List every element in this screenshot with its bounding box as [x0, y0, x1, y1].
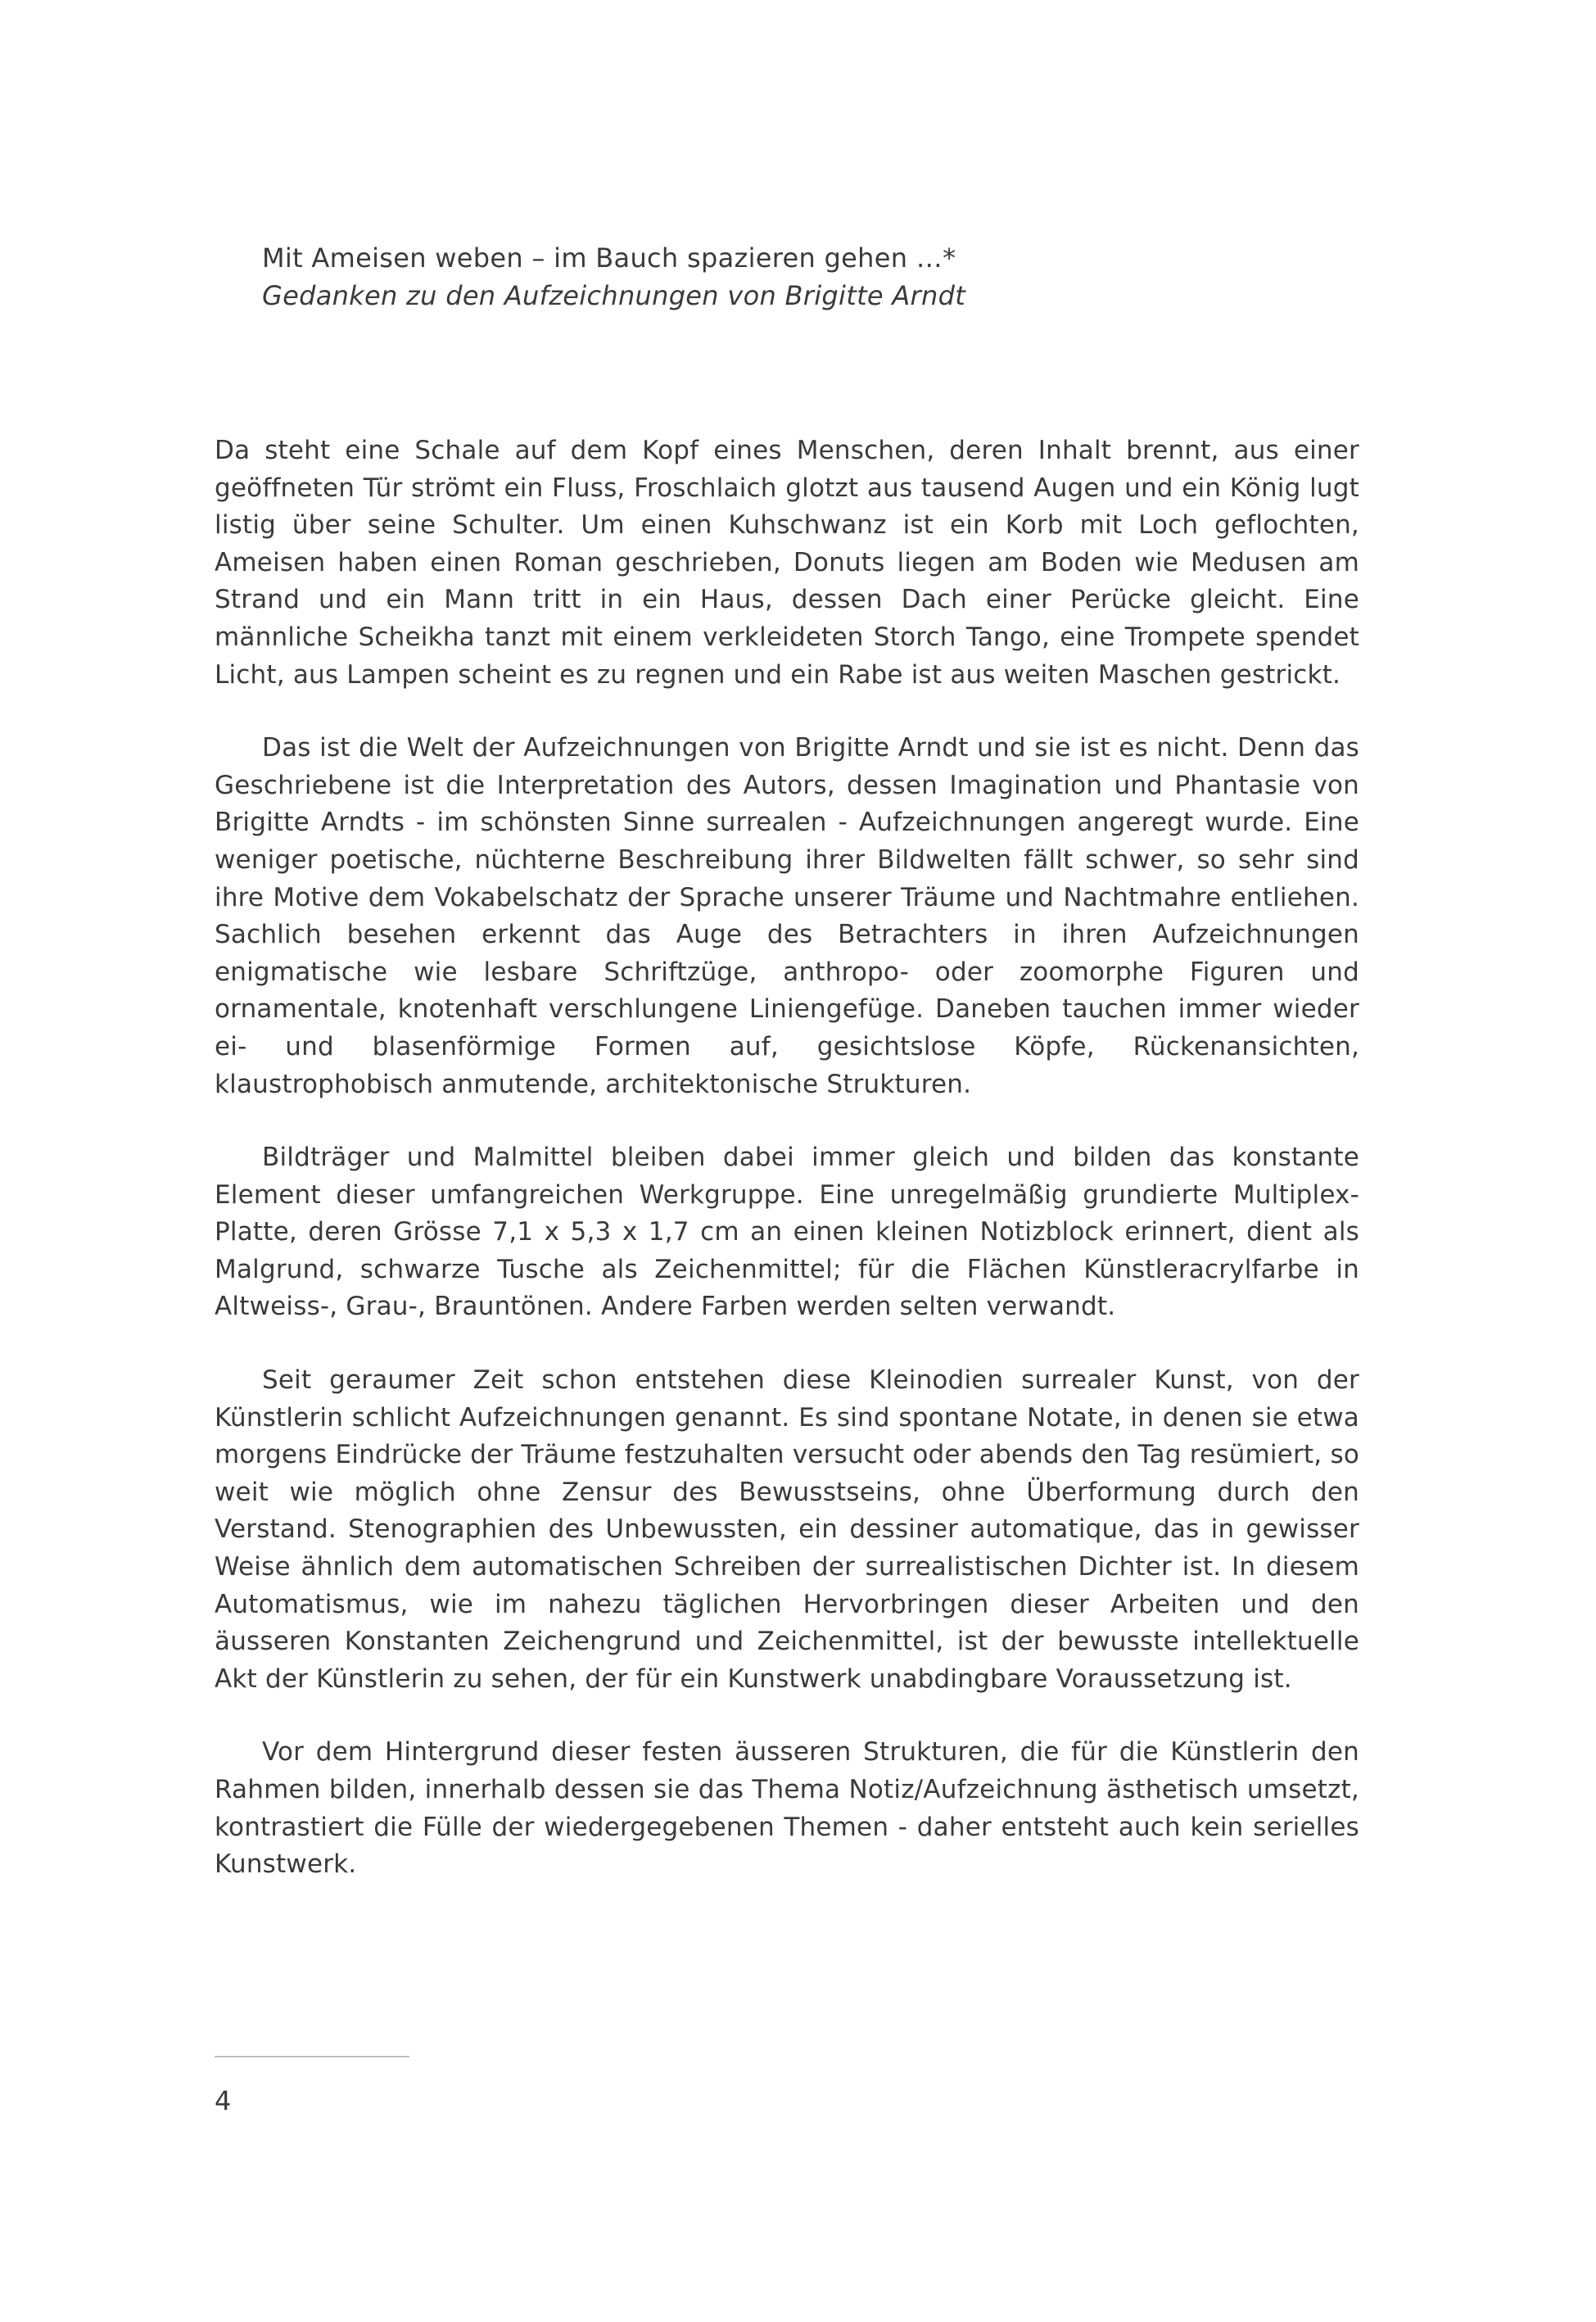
paragraph-4: Seit geraumer Zeit schon entstehen diese Kleinodien surrealer Kunst, von der Künstlerin schlicht Aufzeichnungen genannt. Es sind spontane Notate, in denen sie etwa morgens Eindrücke der Träume festzuhalten versucht oder abends den Tag resümiert, so weit wie möglich ohne Zensur des Bewusstseins, ohne Überformung durch den Verstand. Stenographien des Unbewussten, ein dessiner automatique, das in gewisser Weise ähnlich dem automatischen Schreiben der surrealistischen Dichter ist. In diesem Automatismus, wie im nahezu täglichen Hervorbringen dieser Arbeiten und den äusseren Konstanten Zeichengrund und Zeichenmittel, ist der bewusste intellektuelle Akt der Künstlerin zu sehen, der für ein Kunstwerk unabdingbare Voraussetzung ist.: [215, 1365, 1359, 1694]
footnote-divider: [215, 2056, 409, 2057]
paragraph-2: Das ist die Welt der Aufzeichnungen von Brigitte Arndt und sie ist es nicht. Denn das Geschriebene ist die Interpretation des Autors, dessen Imagination und Phantasie von Brigitte Arndts - im schönsten Sinne surrealen - Aufzeichnungen angeregt wurde. Eine weniger poetische, nüchterne Beschreibung ihrer Bildwelten fällt schwer, so sehr sind ihre Motive dem Vokabelschatz der Sprache unserer Träume und Nachtmahre entliehen. Sachlich besehen erkennt das Auge des Betrachters in ihren Aufzeichnungen enigmatische wie lesbare Schriftzüge, anthropo- oder zoomorphe Figuren und ornamentale, knotenhaft verschlungene Liniengefüge. Daneben tauchen immer wieder ei- und blasenförmige Formen auf, gesichtslose Köpfe, Rückenansichten, klaustrophobisch anmutende, architektonische Strukturen.: [215, 733, 1359, 1099]
paragraph-3: Bildträger und Malmittel bleiben dabei immer gleich und bilden das konstante Element dieser umfangreichen Werkgruppe. Eine unregelmäßig grundierte Multiplex-Platte, deren Grösse 7,1 x 5,3 x 1,7 cm an einen kleinen Notizblock erinnert, dient als Malgrund, schwarze Tusche als Zeichenmittel; für die Flächen Künstleracrylfarbe in Altweiss-, Grau-, Brauntönen. Andere Farben werden selten verwandt.: [215, 1143, 1359, 1322]
essay-title: Mit Ameisen weben – im Bauch spazieren gehen …*: [262, 242, 956, 274]
essay-body: [215, 432, 1359, 1920]
paragraph-1: Da steht eine Schale auf dem Kopf eines Menschen, deren Inhalt brennt, aus einer geöffneten Tür strömt ein Fluss, Froschlaich glotzt aus tausend Augen und ein König lugt listig über seine Schulter. Um einen Kuhschwanz ist ein Korb mit Loch geflochten, Ameisen haben einen Roman geschrieben, Donuts liegen am Boden wie Medusen am Strand und ein Mann tritt in ein Haus, dessen Dach einer Perücke gleicht. Eine männliche Scheikha tanzt mit einem verkleideten Storch Tango, eine Trompete spendet Licht, aus Lampen scheint es zu regnen und ein Rabe ist aus weiten Maschen gestrickt.: [215, 436, 1359, 690]
paragraph-5: Vor dem Hintergrund dieser festen äusseren Strukturen, die für die Künstlerin den Rahmen bilden, innerhalb dessen sie das Thema Notiz/Aufzeichnung ästhetisch umsetzt, kontrastiert die Fülle der wiedergegebenen Themen - daher entsteht auch kein serielles Kunstwerk.: [215, 1737, 1359, 1880]
essay-heading: [262, 239, 1368, 315]
page-number: 4: [215, 2085, 232, 2116]
essay-subtitle: Gedanken zu den Aufzeichnungen von Brigitte Arndt: [262, 280, 966, 311]
